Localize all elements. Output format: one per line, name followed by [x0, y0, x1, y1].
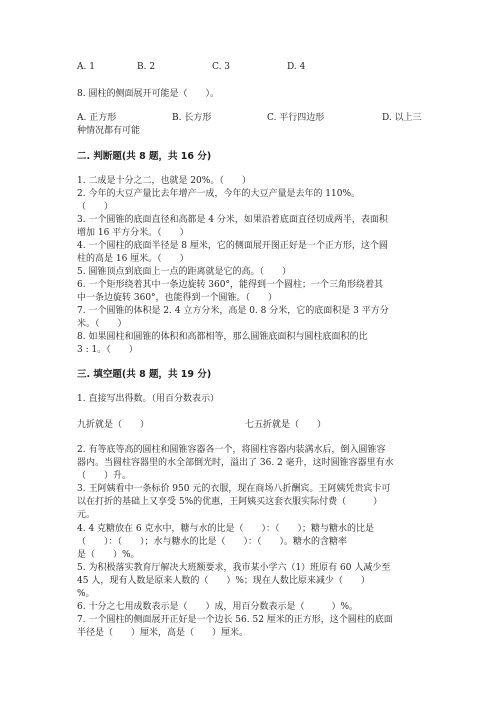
tf-line: 增加 16 平方分米。（ ） [77, 228, 189, 238]
fill-line: 4. 4 克糖放在 6 克水中，糖与水的比是（ ）：（ ）；糖与糖水的比是 [77, 524, 374, 534]
tf-line: 中一条边旋转 360°，也能得到一个圆锥。（ ） [77, 293, 278, 303]
q7-option-a: A. 1 [77, 62, 95, 72]
tf-line: 1. 二成是十分之二，也就是 20%。（ ） [77, 176, 251, 186]
fill-line: 器内。当圆柱容器里的水全部倒光时，溢出了 36. 2 毫升，这时圆锥容器里有水 [77, 458, 394, 468]
tf-line: 5. 圆锥顶点到底面上一点的距离就是它的高。（ ） [77, 267, 291, 277]
tf-line: （ ） [77, 202, 114, 212]
q8-option-d: D. 以上三 [382, 113, 422, 123]
q8-option-a: A. 正方形 [77, 113, 117, 123]
fill-line: 3. 王阿姨看中一条标价 950 元的衣服，现在商场八折酬宾。王阿姨凭贵宾卡可 [77, 484, 391, 494]
fill-line: 5. 为积极落实教育厅解决大班额要求，我市某小学六（1）班原有 60 人减少至 [77, 563, 391, 573]
fill-q1-left: 九折就是（ ） [77, 420, 150, 430]
fill-line: 元。 [77, 510, 96, 520]
tf-line: 2. 今年的大豆产量比去年增产一成，今年的大豆产量是去年的 110%。 [77, 189, 361, 199]
q8-option-b: B. 长方形 [172, 113, 212, 123]
q8-option-c: C. 平行四边形 [267, 113, 325, 123]
fill-line: 以在打折的基础上又享受 5%的优惠，王阿姨买这套衣服实际付费（ ） [77, 497, 383, 507]
section3-heading: 三. 填空题(共 8 题，共 19 分) [77, 369, 212, 380]
q8-option-d-cont: 种情况都有可能 [77, 126, 141, 136]
q7-option-b: B. 2 [137, 62, 156, 72]
fill-line: 是（ ）%。 [77, 550, 140, 560]
q7-option-c: C. 3 [212, 62, 231, 72]
fill-line: （ ）升。 [77, 471, 132, 481]
fill-line: 45 人，现有人数是原来人数的（ ）%；现在人数比原来减少（ ） [77, 576, 370, 586]
tf-line: 8. 如果圆柱和圆锥的体积和高都相等，那么圆锥底面积与圆柱底面积的比 [77, 332, 368, 342]
tf-line: 3 : 1。（ ） [77, 345, 138, 355]
fill-q1-stem: 1. 直接写出得数。（用百分数表示） [77, 394, 219, 404]
q7-option-d: D. 4 [287, 62, 306, 72]
section2-heading: 二. 判断题(共 8 题，共 16 分) [77, 151, 212, 162]
fill-line: %。 [77, 589, 95, 599]
fill-line: 6. 十分之七用成数表示是（ ）成，用百分数表示是（ ）%。 [77, 602, 359, 612]
fill-line: 2. 有等底等高的圆柱和圆锥容器各一个，将圆柱容器内装满水后，倒入圆锥容 [77, 445, 386, 455]
tf-line: 4. 一个圆柱的底面半径是 8 厘米，它的侧面展开图正好是一个正方形，这个圆 [77, 241, 388, 251]
tf-line: 7. 一个圆锥的体积是 2. 4 立方分米，高是 0. 8 分米，它的底面积是 3 平方分 [77, 306, 389, 316]
fill-q1-right: 七五折就是（ ） [245, 420, 327, 430]
tf-line: 3. 一个圆锥的底面直径和高都是 4 分米，如果沿着底面直径切成两半，表面积 [77, 215, 388, 225]
tf-line: 米。（ ） [77, 319, 127, 329]
q8-stem: 8. 圆柱的侧面展开可能是（ ）。 [77, 89, 219, 99]
fill-line: （ ）：（ ）；水与糖水的比是（ ）：（ ）。糖水的含糖率 [77, 537, 348, 547]
fill-line: 半径是（ ）厘米，高是（ ）厘米。 [77, 628, 249, 638]
tf-line: 柱的高是 16 厘米。（ ） [77, 254, 189, 264]
fill-line: 7. 一个圆柱的侧面展开正好是一个边长 56. 52 厘米的正方形，这个圆柱的底面 [77, 615, 393, 625]
tf-line: 6. 一个矩形绕着其中一条边旋转 360°，能得到一个圆柱；一个三角形绕着其 [77, 280, 383, 290]
